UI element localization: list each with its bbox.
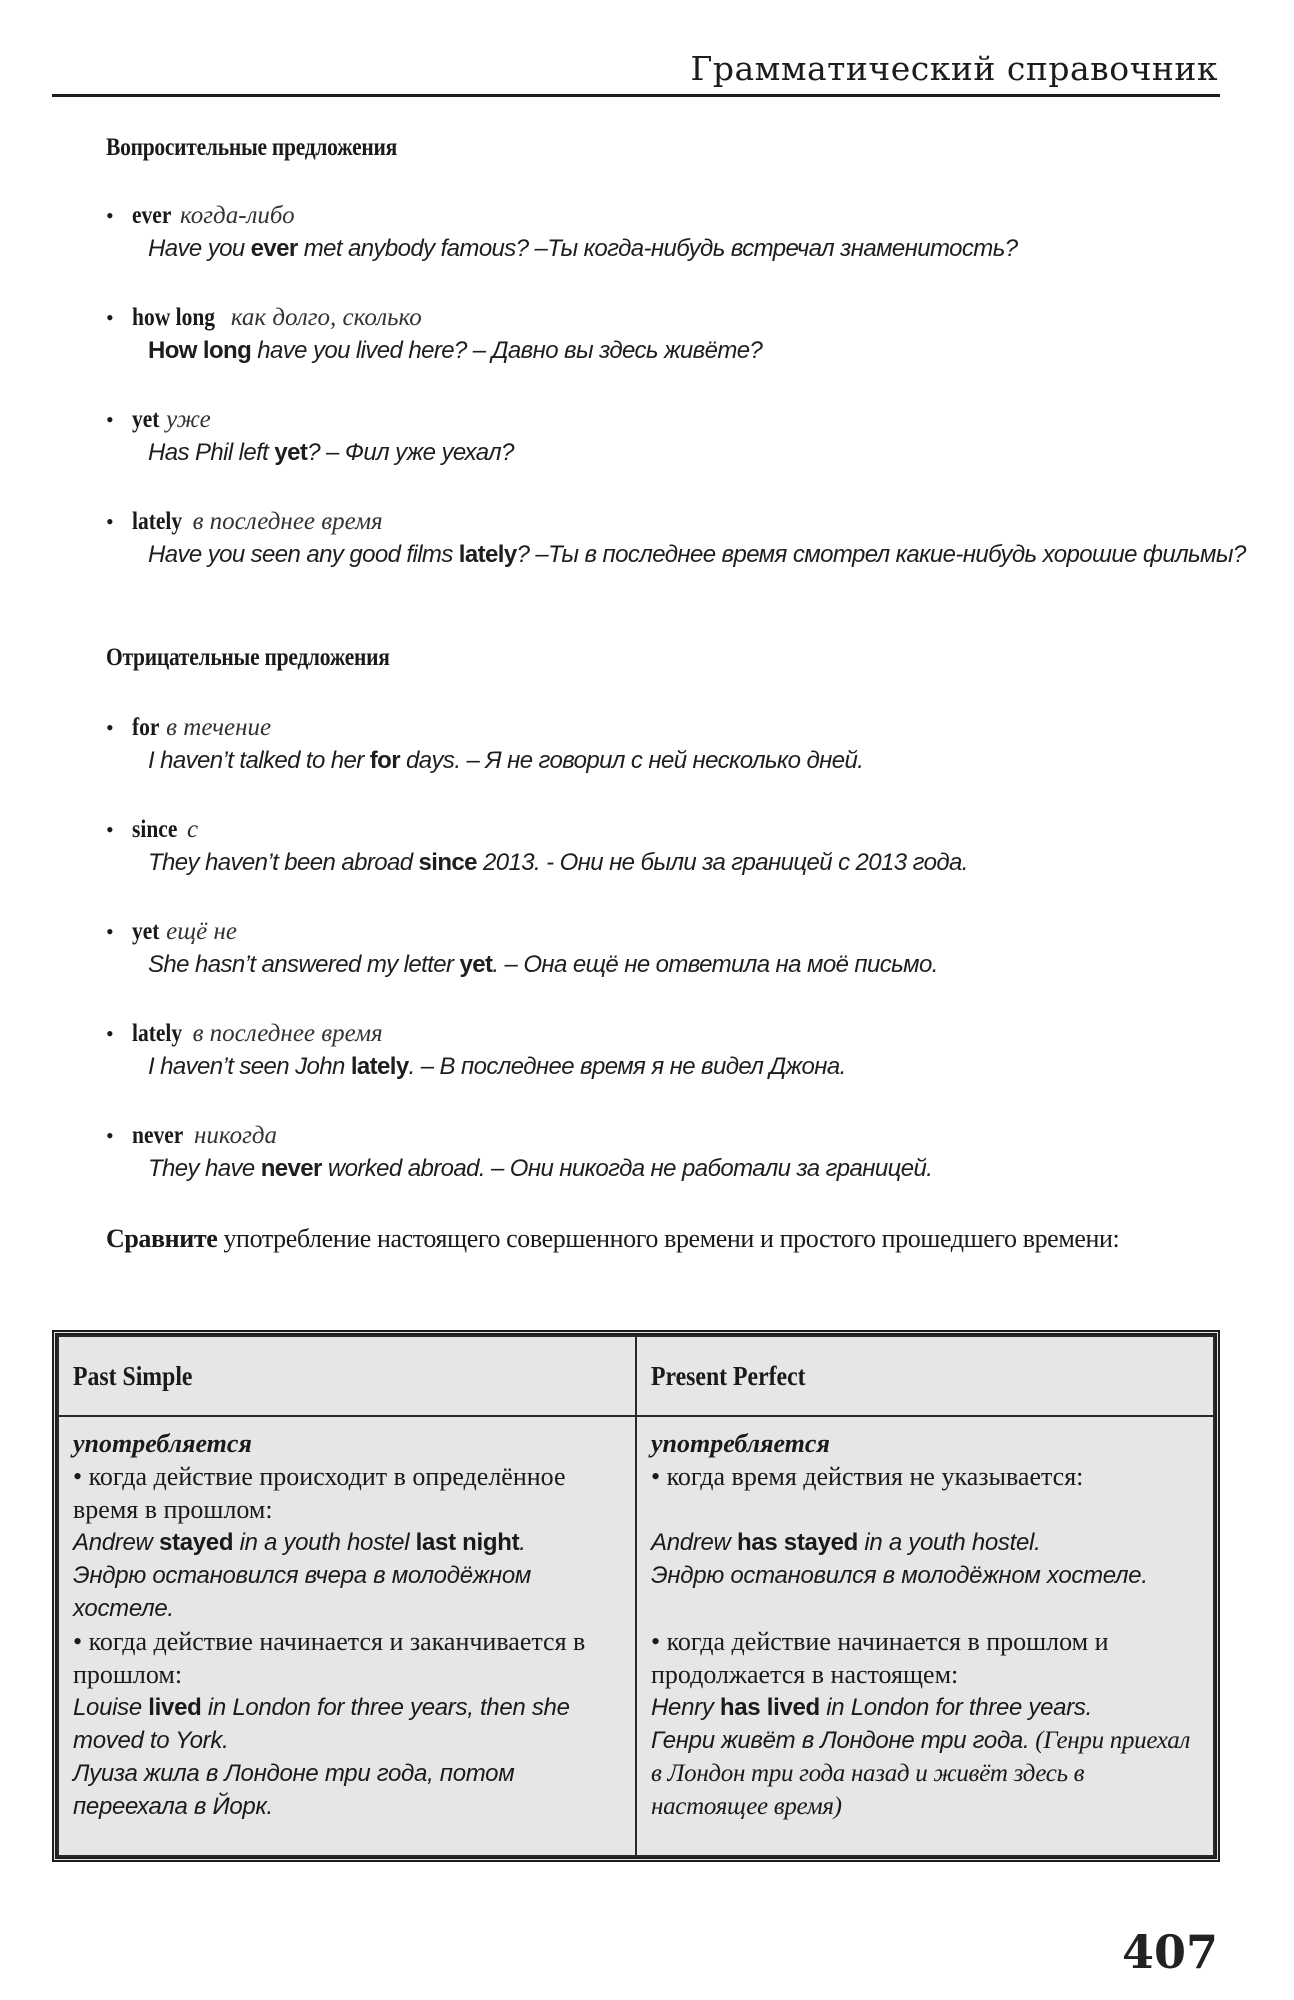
emphasis: lately (458, 541, 517, 568)
list-item (106, 200, 1246, 266)
usage-rule: • когда время действия не указывается: (651, 1462, 1084, 1491)
emphasis: has lived (719, 1694, 820, 1721)
list-item (106, 712, 1246, 778)
emphasis: since (418, 849, 477, 876)
bullet-icon: • (106, 407, 114, 432)
emphasis: How long (148, 337, 252, 364)
example-translation: Генри живёт в Лондоне три года. (Генри приехал в Лондон три года назад и живёт здесь в настоящее время) (651, 1727, 1191, 1820)
term: never (132, 1122, 184, 1149)
bullet-icon: • (106, 919, 114, 944)
comparison-table (52, 1330, 1220, 1862)
section-heading: Вопросительные предложения (106, 134, 398, 161)
usage-rule: • когда действие происходит в определённое время в прошлом: (73, 1462, 566, 1524)
term: lately (132, 508, 183, 535)
bullet-icon: • (106, 305, 114, 330)
example-sentence: Have you seen any good films lately? –Ты в последнее время смотрел какие-нибудь хорошие фильмы? (148, 541, 1246, 568)
emphasis: yet (459, 951, 493, 978)
emphasis: for (369, 747, 400, 774)
list-item (106, 1120, 1246, 1186)
list-item (106, 814, 1246, 880)
example-sentence: She hasn’t answered my letter yet. – Она ещё не ответила на моё письмо. (148, 951, 938, 978)
table-header-present-perfect: Present Perfect (636, 1336, 1214, 1416)
example-translation: Эндрю остановился вчера в молодёжном хостеле. (73, 1562, 532, 1622)
term: yet (132, 406, 160, 433)
list-item (106, 404, 1246, 470)
usage-rule: • когда действие начинается в прошлом и продолжается в настоящем: (651, 1627, 1109, 1689)
gloss: как долго, сколько (224, 304, 422, 331)
example-sentence: Henry has lived in London for three years. (651, 1694, 1092, 1721)
example-sentence: Have you ever met anybody famous? –Ты когда-нибудь встречал знаменитость? (148, 235, 1018, 262)
bullet-icon: • (106, 715, 114, 740)
emphasis: last night (415, 1529, 520, 1556)
usage-rule: • когда действие начинается и заканчивается в прошлом: (73, 1627, 586, 1689)
term: since (132, 816, 178, 843)
emphasis: ever (250, 235, 298, 262)
emphasis: lived (148, 1694, 202, 1721)
usage-label: употребляется (73, 1429, 252, 1458)
gloss: в последнее время (186, 1020, 383, 1047)
gloss: ещё не (159, 918, 237, 945)
gloss: никогда (187, 1122, 277, 1149)
compare-paragraph (106, 1222, 1218, 1256)
list-item (106, 916, 1246, 982)
example-sentence: Andrew has stayed in a youth hostel. (651, 1529, 1041, 1556)
page-number: 407 (1121, 1925, 1218, 1979)
emphasis: never (260, 1155, 322, 1182)
example-sentence: How long have you lived here? – Давно вы здесь живёте? (148, 337, 763, 364)
bullet-icon: • (106, 1021, 114, 1046)
table-header-past-simple: Past Simple (58, 1336, 636, 1416)
term: lately (132, 1020, 183, 1047)
section-heading: Отрицательные предложения (106, 644, 390, 671)
compare-lead: Сравните (106, 1224, 218, 1253)
table-cell-past-simple (58, 1416, 636, 1856)
list-item (106, 1018, 1246, 1084)
emphasis: stayed (158, 1529, 234, 1556)
example-translation: Луиза жила в Лондоне три года, потом переехала в Йорк. (73, 1760, 515, 1820)
bullet-icon: • (106, 1123, 114, 1148)
example-sentence: Andrew stayed in a youth hostel last night. (73, 1529, 526, 1556)
example-sentence: They haven’t been abroad since 2013. - Они не были за границей с 2013 года. (148, 849, 968, 876)
table-cell-present-perfect (636, 1416, 1214, 1856)
translation-note: (Генри приехал в Лондон три года назад и живёт здесь в настоящее время) (651, 1727, 1191, 1820)
term: ever (132, 202, 172, 229)
gloss: с (180, 816, 199, 843)
gloss: уже (159, 406, 211, 433)
gloss: в последнее время (186, 508, 383, 535)
emphasis: has stayed (736, 1529, 859, 1556)
example-sentence: I haven’t seen John lately. – В последнее время я не видел Джона. (148, 1053, 846, 1080)
example-sentence: Has Phil left yet? – Фил уже уехал? (148, 439, 514, 466)
term: how long (132, 304, 216, 331)
emphasis: yet (274, 439, 308, 466)
list-item (106, 302, 1246, 368)
example-sentence: I haven’t talked to her for days. – Я не говорил с ней несколько дней. (148, 747, 864, 774)
example-translation: Эндрю остановился в молодёжном хостеле. (651, 1562, 1148, 1589)
running-head-title: Грамматический справочник (690, 49, 1218, 88)
gloss: в течение (159, 714, 272, 741)
example-sentence: They have never worked abroad. – Они никогда не работали за границей. (148, 1155, 933, 1182)
gloss: когда-либо (173, 202, 295, 229)
bullet-icon: • (106, 817, 114, 842)
list-item (106, 506, 1246, 572)
term: for (132, 714, 160, 741)
example-sentence: Louise lived in London for three years, then she moved to York. (73, 1694, 570, 1754)
bullet-icon: • (106, 203, 114, 228)
term: yet (132, 918, 160, 945)
bullet-icon: • (106, 509, 114, 534)
compare-text: употребление настоящего совершенного времени и простого прошедшего времени: (217, 1224, 1120, 1253)
emphasis: lately (350, 1053, 409, 1080)
usage-label: употребляется (651, 1429, 830, 1458)
running-head (52, 38, 1220, 97)
